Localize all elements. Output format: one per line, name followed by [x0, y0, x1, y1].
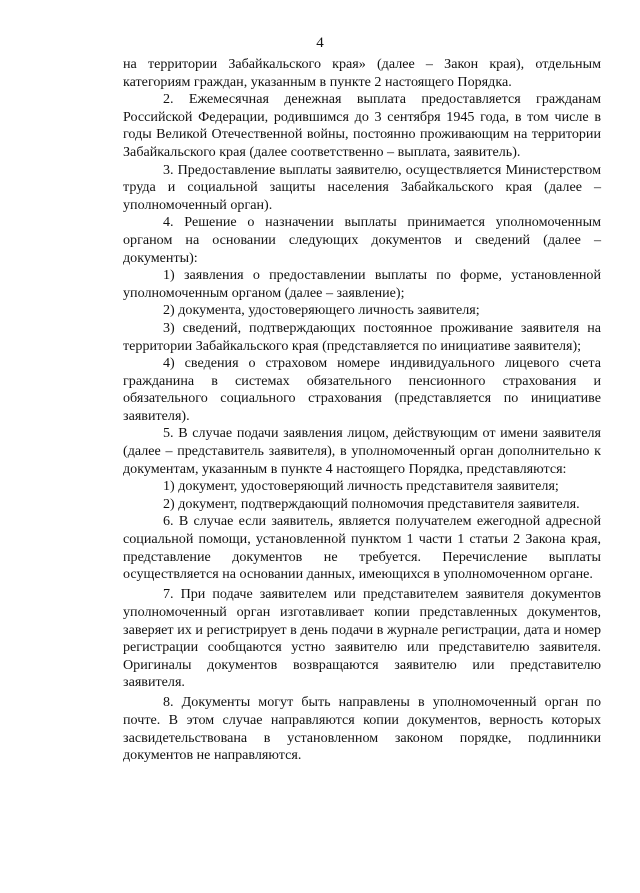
paragraph-item-6: 6. В случае если заявитель, является получателем ежегодной адресной социальной помощи, установленной пунктом 1 части 1 статьи 2 Закона края, представление документов не требуется. Перечисление выплаты осуществляется на основании данных, имеющихся в уполномоченном органе. — [123, 513, 601, 583]
page-number: 4 — [316, 35, 324, 51]
paragraph-item-8: 8. Документы могут быть направлены в уполномоченный орган по почте. В этом случае направляются копии документов, верность которых засвидетельствована в установленном законом порядке, подлинники документов не направляются. — [123, 694, 601, 764]
paragraph-item-4-sub-1: 1) заявления о предоставлении выплаты по форме, установленной уполномоченным органом (далее – заявление); — [123, 267, 601, 301]
paragraph-item-3: 3. Предоставление выплаты заявителю, осуществляется Министерством труда и социальной защиты населения Забайкальского края (далее – уполномоченный орган). — [123, 161, 601, 213]
paragraph-item-4-sub-4: 4) сведения о страховом номере индивидуального лицевого счета гражданина в системах обязательного пенсионного страхования и обязательного социального страхования (представляется по инициативе заявителя). — [123, 355, 601, 424]
paragraph-item-5-sub-2: 2) документ, подтверждающий полномочия представителя заявителя. — [163, 495, 580, 512]
paragraph-item-5: 5. В случае подачи заявления лицом, действующим от имени заявителя (далее – представитель заявителя), в уполномоченный орган дополнительно к документам, указанным в пункте 4 настоящего Порядка, представляются: — [123, 425, 601, 477]
paragraph-item-4-sub-3: 3) сведений, подтверждающих постоянное проживание заявителя на территории Забайкальского края (представляется по инициативе заявителя); — [123, 319, 601, 354]
paragraph-item-7: 7. При подаче заявителем или представителем заявителя документов уполномоченный орган изготавливает копии представленных документов, заверяет их и регистрирует в день подачи в журнале регистрации, дата и номер регистрации сообщаются устно заявителю или представителю заявителя. Оригиналы документов возвращаются заявителю или представителю заявителя. — [123, 586, 601, 691]
paragraph-item-4: 4. Решение о назначении выплаты принимается уполномоченным органом на основании следующих документов и сведений (далее – документы): — [123, 214, 601, 266]
paragraph-intro-continuation: на территории Забайкальского края» (далее – Закон края), отдельным категориям граждан, указанным в пункте 2 настоящего Порядка. — [123, 56, 601, 90]
document-body — [123, 56, 601, 765]
paragraph-item-5-sub-1: 1) документ, удостоверяющий личность представителя заявителя; — [163, 478, 559, 495]
paragraph-item-2: 2. Ежемесячная денежная выплата предоставляется гражданам Российской Федерации, родившимся до 3 сентября 1945 года, в том числе в годы Великой Отечественной войны, постоянно проживающим на территории Забайкальского края (далее соответственно – выплата, заявитель). — [123, 91, 601, 160]
paragraph-item-4-sub-2: 2) документа, удостоверяющего личность заявителя; — [163, 302, 480, 319]
